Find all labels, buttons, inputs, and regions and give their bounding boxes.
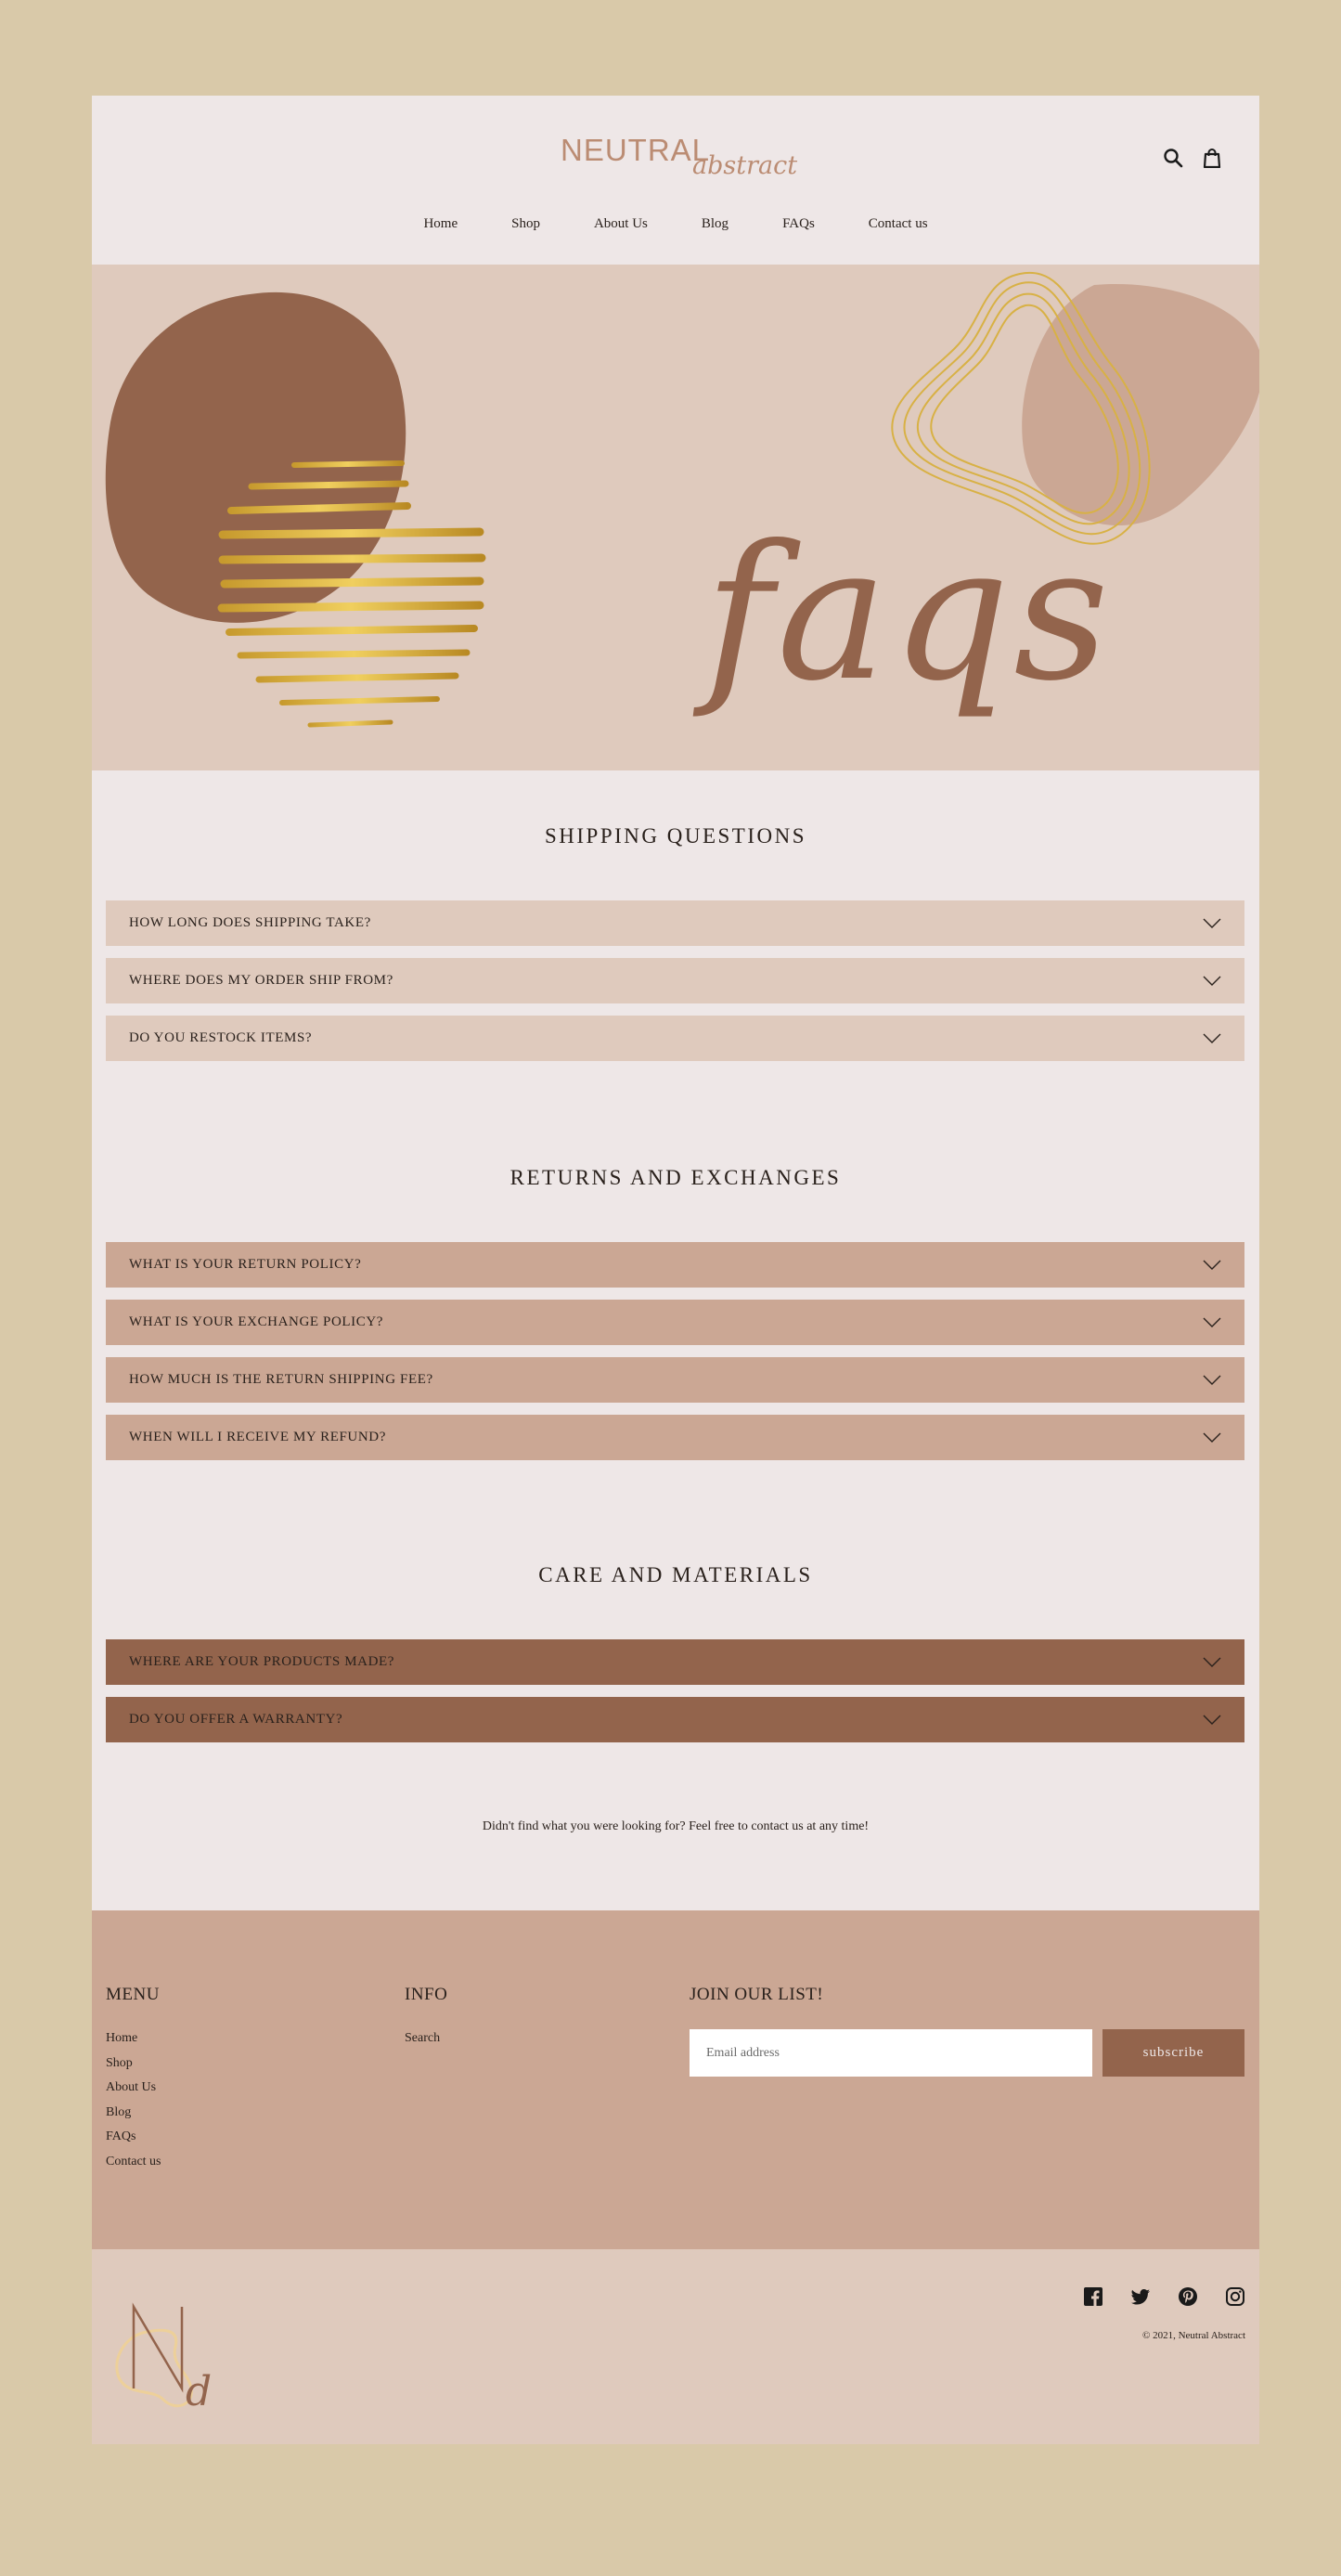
chevron-down-icon bbox=[1203, 1374, 1221, 1387]
footer-bottom bbox=[92, 2249, 1259, 2444]
main-nav bbox=[92, 216, 1259, 232]
hero-banner bbox=[92, 265, 1259, 770]
nav-blog[interactable]: Blog bbox=[701, 216, 729, 231]
subscribe-button[interactable]: subscribe bbox=[1102, 2029, 1244, 2077]
footer-menu-list bbox=[106, 2026, 161, 2174]
contact-note: Didn't find what you were looking for? Feel free to contact us at any time! bbox=[482, 1819, 870, 1833]
faq-item[interactable] bbox=[106, 1639, 1244, 1685]
nav-contact-us[interactable]: Contact us bbox=[868, 216, 928, 231]
instagram-icon[interactable] bbox=[1225, 2286, 1245, 2307]
faq-item[interactable] bbox=[106, 1415, 1244, 1460]
faq-item[interactable] bbox=[106, 958, 1244, 1003]
section-title-returns: RETURNS AND EXCHANGES bbox=[509, 1166, 842, 1189]
nav-faqs[interactable]: FAQs bbox=[782, 216, 815, 231]
newsletter-title: JOIN OUR LIST! bbox=[690, 1985, 824, 2004]
footer-link-contact-us[interactable]: Contact us bbox=[106, 2154, 161, 2168]
chevron-down-icon bbox=[1203, 1316, 1221, 1329]
faq-question: HOW LONG DOES SHIPPING TAKE? bbox=[129, 915, 371, 930]
facebook-icon[interactable] bbox=[1083, 2286, 1103, 2307]
footer-link-about-us[interactable]: About Us bbox=[106, 2080, 157, 2094]
chevron-down-icon bbox=[1203, 1259, 1221, 1272]
chevron-down-icon bbox=[1203, 1431, 1221, 1444]
footer-menu-title: MENU bbox=[106, 1985, 160, 2004]
clay-blob-shape bbox=[1022, 284, 1259, 525]
faq-item[interactable] bbox=[106, 1357, 1244, 1403]
faq-item[interactable] bbox=[106, 1242, 1244, 1288]
nav-about-us[interactable]: About Us bbox=[593, 216, 648, 231]
twitter-icon[interactable] bbox=[1130, 2286, 1151, 2307]
section-title-care: CARE AND MATERIALS bbox=[538, 1563, 813, 1586]
chevron-down-icon bbox=[1203, 975, 1221, 988]
footer-link-search[interactable]: Search bbox=[405, 2031, 441, 2045]
gold-stripes-lower bbox=[222, 558, 482, 725]
faq-question: WHERE ARE YOUR PRODUCTS MADE? bbox=[129, 1654, 395, 1669]
faq-item[interactable] bbox=[106, 900, 1244, 946]
faq-question: DO YOU OFFER A WARRANTY? bbox=[129, 1712, 343, 1727]
site-footer bbox=[92, 1910, 1259, 2249]
email-field[interactable] bbox=[690, 2029, 1092, 2077]
chevron-down-icon bbox=[1203, 1656, 1221, 1669]
footer-link-home[interactable]: Home bbox=[106, 2031, 138, 2045]
social-links bbox=[1083, 2286, 1245, 2307]
footer-link-shop[interactable]: Shop bbox=[106, 2055, 133, 2070]
faq-item[interactable] bbox=[106, 1016, 1244, 1061]
search-icon[interactable] bbox=[1163, 148, 1183, 168]
section-title-shipping: SHIPPING QUESTIONS bbox=[544, 824, 807, 848]
footer-info-list bbox=[405, 2026, 440, 2052]
faq-question: WHAT IS YOUR RETURN POLICY? bbox=[129, 1257, 362, 1272]
logo-main-text: NEUTRAL bbox=[561, 133, 711, 167]
footer-link-blog[interactable]: Blog bbox=[106, 2104, 132, 2119]
faq-question: WHAT IS YOUR EXCHANGE POLICY? bbox=[129, 1314, 384, 1329]
hero-artwork bbox=[92, 265, 1259, 770]
nav-shop[interactable]: Shop bbox=[511, 216, 540, 231]
faq-question: WHERE DOES MY ORDER SHIP FROM? bbox=[129, 973, 393, 988]
chevron-down-icon bbox=[1203, 1714, 1221, 1727]
copyright-text: © 2021, Neutral Abstract bbox=[1142, 2330, 1245, 2341]
page-content bbox=[92, 96, 1259, 2444]
faq-question: DO YOU RESTOCK ITEMS? bbox=[129, 1030, 313, 1045]
footer-info-title: INFO bbox=[405, 1985, 448, 2004]
footer-logo[interactable] bbox=[106, 2296, 236, 2421]
faq-item[interactable] bbox=[106, 1697, 1244, 1742]
footer-link-faqs[interactable]: FAQs bbox=[106, 2129, 136, 2143]
logo-sub-text: abstract bbox=[692, 151, 798, 180]
brown-blob-shape bbox=[106, 292, 406, 623]
svg-text:d: d bbox=[186, 2368, 213, 2415]
chevron-down-icon bbox=[1203, 917, 1221, 930]
faq-question: WHEN WILL I RECEIVE MY REFUND? bbox=[129, 1430, 386, 1444]
faq-question: HOW MUCH IS THE RETURN SHIPPING FEE? bbox=[129, 1372, 433, 1387]
site-header bbox=[92, 96, 1259, 265]
nav-home[interactable]: Home bbox=[423, 216, 458, 231]
hero-script-text: faqs bbox=[704, 506, 1113, 722]
brand-logo[interactable] bbox=[561, 133, 798, 198]
cart-icon[interactable] bbox=[1202, 148, 1222, 168]
chevron-down-icon bbox=[1203, 1032, 1221, 1045]
faq-item[interactable] bbox=[106, 1300, 1244, 1345]
pinterest-icon[interactable] bbox=[1178, 2286, 1198, 2307]
